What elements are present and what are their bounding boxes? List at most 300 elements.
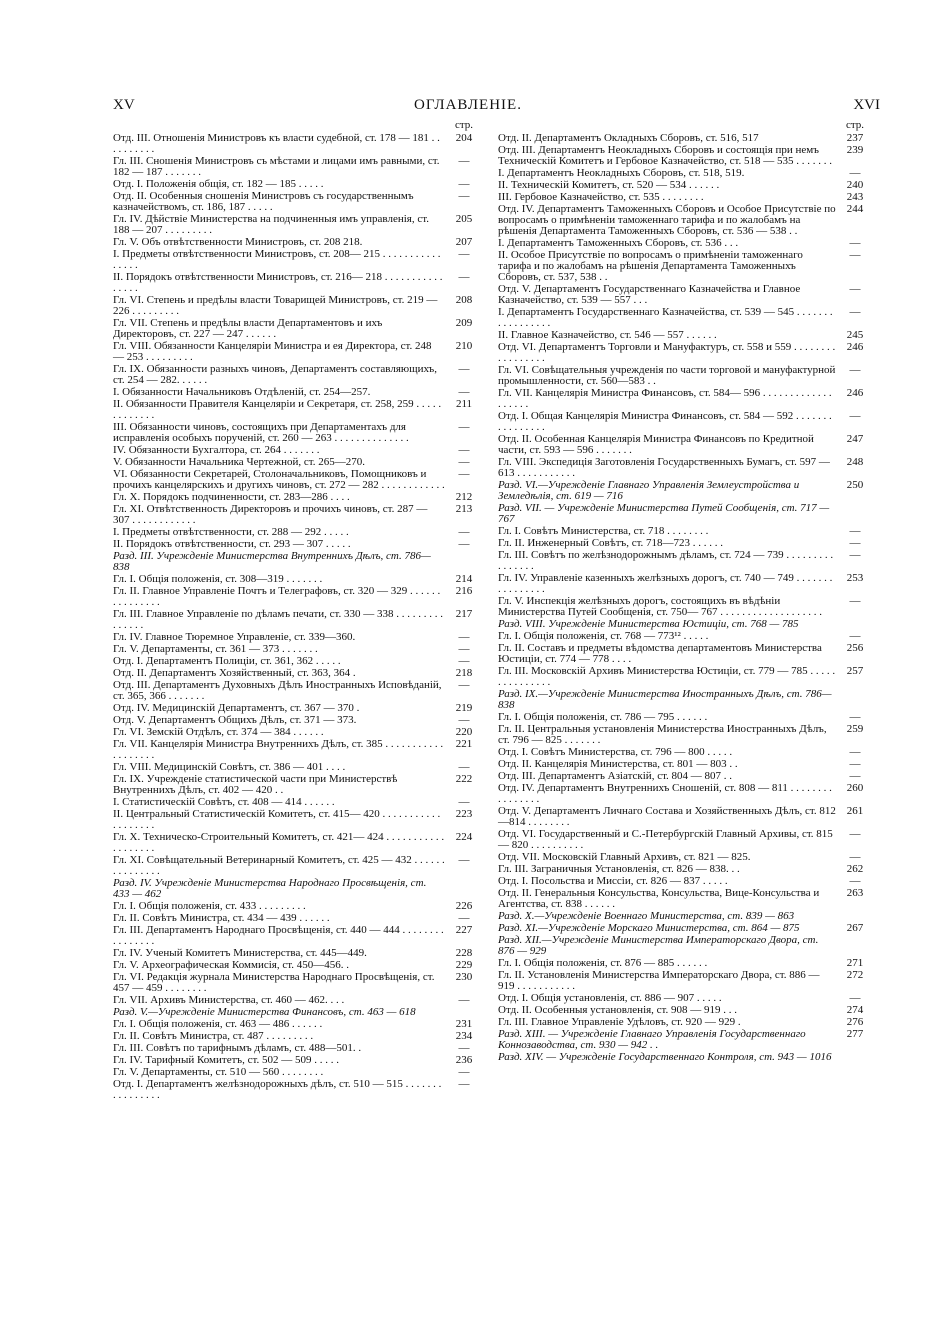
toc-entry: [498, 666, 870, 688]
toc-entry-page: 239: [846, 144, 864, 156]
toc-entry-title: Отд. VI. Департаментъ Торговли и Мануфактуръ, ст. 558 и 559 . . . . . . . . . . . . . . . . .: [498, 341, 836, 364]
toc-entry-page: 221: [455, 738, 473, 750]
toc-entry-title: Гл. II. Составъ и предметы вѣдомства департаментовъ Министерства Юстиціи, ст. 774 — 778 . . . .: [498, 642, 822, 665]
toc-entry-title: Разд. IX.—Учрежденіе Министерства Иностранныхъ Дѣлъ, ст. 786—838: [498, 688, 832, 711]
toc-entry: [498, 192, 870, 203]
toc-entry-title: Гл. II. Центральныя установленія Министерства Иностранныхъ Дѣлъ, ст. 796 — 825 . . . . . . .: [498, 723, 827, 746]
toc-entry-page: 256: [846, 642, 864, 654]
toc-entry-page: —: [849, 746, 861, 758]
toc-entry-page: 209: [455, 317, 473, 329]
toc-entry: [113, 574, 479, 585]
toc-entry-title: Гл. IV. Главное Тюремное Управленіе, ст. 339—360.: [113, 631, 356, 643]
toc-entry: [113, 832, 479, 854]
toc-entry-page: 231: [455, 1018, 473, 1030]
toc-entry-title: II. Особое Присутствіе по вопросамъ о примѣненіи таможеннаго тарифа и по жалобамъ на рѣшенія Департамента Таможенныхъ Сборовъ, ст. 537, 538 . .: [498, 249, 803, 283]
toc-entry: [113, 972, 479, 994]
toc-entry: [498, 365, 870, 387]
toc-entry-title: Гл. V. Департаменты, ст. 361 — 373 . . . . . . .: [113, 643, 318, 655]
toc-entry: [498, 388, 870, 410]
toc-entry-page: 262: [846, 863, 864, 875]
toc-entry-page: 267: [846, 922, 864, 934]
toc-entry-page: 257: [846, 665, 864, 677]
toc-entry-page: —: [849, 283, 861, 295]
toc-entry: [498, 526, 870, 537]
toc-entry: [498, 1005, 870, 1016]
toc-entry-title: Отд. I. Общія установленія, ст. 886 — 907 . . . . .: [498, 992, 722, 1004]
toc-entry-title: Гл. X. Техническо-Строительный Комитетъ, ст. 421— 424 . . . . . . . . . . . . . . . . . . .: [113, 831, 445, 854]
toc-entry-title: Отд. IV. Медицинскій Департаментъ, ст. 367 — 370 .: [113, 702, 360, 714]
toc-entry-page: 277: [846, 1028, 864, 1040]
toc-entry: [113, 272, 479, 294]
toc-entry-page: 246: [846, 341, 864, 353]
toc-entry-page: 229: [455, 959, 473, 971]
toc-entry: [113, 539, 479, 550]
toc-entry-page: 210: [455, 340, 473, 352]
toc-entry-page: 214: [455, 573, 473, 585]
toc-entry-title: Отд. III. Департаментъ Духовныхъ Дѣлъ Иностранныхъ Исповѣданій, ст. 365, 366 . . . . . . .: [113, 679, 442, 702]
toc-entry: [498, 503, 870, 525]
toc-entry-title: Гл. II. Совѣтъ Министра, ст. 487 . . . . . . . . .: [113, 1030, 314, 1042]
toc-entry-page: —: [458, 538, 470, 550]
toc-entry: [113, 387, 479, 398]
toc-entry-page: —: [458, 994, 470, 1006]
toc-entry: [113, 551, 479, 573]
toc-entry-page: —: [458, 631, 470, 643]
toc-entry-title: Отд. IV. Департаментъ Внутреннихъ Сношеній, ст. 808 — 811 . . . . . . . . . . . . . . . .: [498, 782, 832, 805]
toc-entry: [113, 878, 479, 900]
toc-entry-page: 259: [846, 723, 864, 735]
toc-entry-title: Отд. I. Общая Канцелярія Министра Финансовъ, ст. 584 — 592 . . . . . . . . . . . . . . . .: [498, 410, 832, 433]
toc-entry: [113, 1019, 479, 1030]
toc-entry: [113, 774, 479, 796]
toc-entry-page: 261: [846, 805, 864, 817]
toc-entry-title: Гл. I. Совѣтъ Министерства, ст. 718 . . . . . . . .: [498, 525, 709, 537]
toc-entry: [498, 180, 870, 191]
toc-entry: [498, 284, 870, 306]
toc-entry-title: III. Обязанности чиновъ, состоящихъ при Департаментахъ для исправленія особыхъ порученій, ст. 260 — 263 . . . . . . . . . . . . . .: [113, 421, 409, 444]
toc-entry: [498, 864, 870, 875]
toc-entry-title: Отд. IV. Департаментъ Таможенныхъ Сборовъ и Особое Присутствіе по вопросамъ о примѣненіи таможеннаго тарифа и по жалобамъ на рѣшенія Департамента Таможенныхъ Сборовъ, ст. 536 — 538 . .: [498, 203, 836, 237]
toc-entry-page: —: [458, 456, 470, 468]
toc-entry-title: Разд. V.—Учрежденіе Министерства Финансовъ, ст. 463 — 618: [113, 1006, 416, 1018]
toc-entry: [113, 727, 479, 738]
toc-entry-title: Отд. V. Департаментъ Личнаго Состава и Хозяйственныхъ Дѣлъ, ст. 812—814 . . . . . . . .: [498, 805, 836, 828]
toc-entry-title: Гл. VII. Архивъ Министерства, ст. 460 — 462. . . .: [113, 994, 345, 1006]
toc-entry: [113, 341, 479, 363]
toc-entry-page: 216: [455, 585, 473, 597]
toc-entry: [498, 852, 870, 863]
toc-entry-page: —: [849, 828, 861, 840]
toc-entry: [113, 925, 479, 947]
toc-entry-title: Гл. I. Общія положенія, ст. 768 — 773¹² . . . . .: [498, 630, 709, 642]
toc-entry-title: Гл. III. Московскій Архивъ Министерства Юстиціи, ст. 779 — 785 . . . . . . . . . . . . . . .: [498, 665, 836, 688]
toc-entry: [113, 995, 479, 1006]
toc-entry-page: —: [458, 421, 470, 433]
toc-entry-page: —: [849, 758, 861, 770]
toc-entry: [113, 422, 479, 444]
toc-entry-page: 211: [455, 398, 473, 410]
toc-entry-title: Гл. V. Департаменты, ст. 510 — 560 . . . . . . . .: [113, 1066, 324, 1078]
toc-entry-page: 245: [846, 329, 864, 341]
toc-entry-page: 222: [455, 773, 473, 785]
toc-entry-page: —: [458, 178, 470, 190]
toc-entry: [113, 632, 479, 643]
toc-entry: [498, 330, 870, 341]
toc-entry: [498, 783, 870, 805]
toc-entry-title: Отд. VII. Московскій Главный Архивъ, ст. 821 — 825.: [498, 851, 751, 863]
toc-entry-title: V. Обязанности Начальника Чертежной, ст. 265—270.: [113, 456, 366, 468]
toc-entry-title: I. Департаментъ Неокладныхъ Сборовъ, ст. 518, 519.: [498, 167, 745, 179]
toc-entry-page: —: [458, 363, 470, 375]
toc-entry-title: Разд. XI.—Учрежденіе Морскаго Министерства, ст. 864 — 875: [498, 922, 800, 934]
toc-entry: [498, 747, 870, 758]
toc-entry: [113, 609, 479, 631]
toc-entry: [498, 250, 870, 283]
toc-entry-page: 217: [455, 608, 473, 620]
toc-entry-title: Отд. III. Департаментъ Азіатскій, ст. 804 — 807 . .: [498, 770, 733, 782]
toc-entry-title: Гл. IX. Учрежденіе статистической части при Министерствѣ Внутреннихъ Дѣлъ, ст. 402 — 420 . .: [113, 773, 398, 796]
toc-entry: [498, 133, 870, 144]
toc-entry-page: —: [458, 386, 470, 398]
toc-entry-title: Отд. II. Особенныя установленія, ст. 908 — 919 . . .: [498, 1004, 738, 1016]
toc-entry-title: Отд. VI. Государственный и С.-Петербургскій Главный Архивы, ст. 815 — 820 . . . . . . . . . .: [498, 828, 833, 851]
toc-entry: [113, 504, 479, 526]
toc-entry-page: —: [849, 306, 861, 318]
toc-entry-title: Отд. I. Положенія общія, ст. 182 — 185 . . . . .: [113, 178, 324, 190]
toc-entry: [498, 958, 870, 969]
page-title: ОГЛАВЛЕНІЕ.: [414, 97, 522, 113]
toc-entry: [498, 806, 870, 828]
toc-entry: [113, 855, 479, 877]
toc-entry: [113, 527, 479, 538]
toc-entry-page: —: [458, 1066, 470, 1078]
toc-entry-page: 237: [846, 132, 864, 144]
toc-entry: [498, 1017, 870, 1028]
toc-entry-title: Отд. II. Департаментъ Окладныхъ Сборовъ, ст. 516, 517: [498, 132, 759, 144]
toc-entry: [498, 771, 870, 782]
toc-entry-title: I. Обязанности Начальниковъ Отдѣленій, ст. 254—257.: [113, 386, 371, 398]
toc-entry: [113, 797, 479, 808]
toc-entry-title: Гл. II. Совѣтъ Министра, ст. 434 — 439 . . . . . .: [113, 912, 330, 924]
toc-entry: [498, 759, 870, 770]
toc-entry-title: I. Департаментъ Государственнаго Казначейства, ст. 539 — 545 . . . . . . . . . . . . . . . . .: [498, 306, 833, 329]
toc-entry-title: Отд. III. Отношенія Министровъ къ власти судебной, ст. 178 — 181 . . . . . . . . . .: [113, 132, 440, 155]
toc-entry: [113, 364, 479, 386]
toc-entry-page: —: [458, 655, 470, 667]
toc-entry: [113, 644, 479, 655]
toc-entry-title: Отд. I. Департаментъ Полиціи, ст. 361, 362 . . . . .: [113, 655, 341, 667]
toc-entry-page: —: [849, 875, 861, 887]
toc-entry-page: —: [849, 525, 861, 537]
toc-entry-page: —: [849, 711, 861, 723]
toc-entry: [498, 724, 870, 746]
toc-entry: [113, 191, 479, 213]
toc-entry: [113, 913, 479, 924]
toc-entry-page: —: [458, 761, 470, 773]
toc-entry-page: —: [458, 796, 470, 808]
toc-entry-page: 260: [846, 782, 864, 794]
toc-entry-title: I. Предметы отвѣтственности Министровъ, ст. 208— 215 . . . . . . . . . . . . . . . .: [113, 248, 441, 271]
toc-entry-page: —: [458, 912, 470, 924]
toc-entry-page: —: [849, 237, 861, 249]
toc-entry: [113, 948, 479, 959]
toc-entry-page: —: [458, 444, 470, 456]
toc-entry: [498, 411, 870, 433]
toc-entry-title: II. Центральный Статистическій Комитетъ, ст. 415— 420 . . . . . . . . . . . . . . . . . . .: [113, 808, 441, 831]
toc-entry-title: Разд. VI.—Учрежденіе Главнаго Управленія Землеустройства и Земледѣлія, ст. 619 — 716: [498, 479, 800, 502]
toc-entry: [498, 342, 870, 364]
toc-entry-title: Отд. I. Департаментъ желѣзнодорожныхъ дѣлъ, ст. 510 — 515 . . . . . . . . . . . . . . . .: [113, 1078, 442, 1101]
toc-entry: [113, 179, 479, 190]
toc-entry: [113, 586, 479, 608]
toc-entry-title: Разд. VII. — Учрежденіе Министерства Путей Сообщенія, ст. 717 — 767: [498, 502, 830, 525]
toc-entry-page: 228: [455, 947, 473, 959]
toc-entry-page: 220: [455, 726, 473, 738]
toc-entry: [113, 960, 479, 971]
toc-entry: [113, 809, 479, 831]
toc-entry: [113, 656, 479, 667]
toc-entry: [113, 1079, 479, 1101]
toc-entry-page: 236: [455, 1054, 473, 1066]
toc-entry: [113, 762, 479, 773]
toc-entry-title: Отд. II. Канцелярія Министерства, ст. 801 — 803 . .: [498, 758, 738, 770]
toc-entry-page: 272: [846, 969, 864, 981]
toc-entry-title: Гл. III. Главное Управленіе Удѣловъ, ст. 920 — 929 .: [498, 1016, 741, 1028]
toc-entry: [113, 703, 479, 714]
toc-column-left: [113, 119, 479, 1102]
toc-entry-page: 234: [455, 1030, 473, 1042]
toc-entry-page: —: [458, 854, 470, 866]
toc-entry-title: I. Департаментъ Таможенныхъ Сборовъ, ст. 536 . . .: [498, 237, 739, 249]
toc-entry-page: 248: [846, 456, 864, 468]
toc-entry-page: 276: [846, 1016, 864, 1028]
toc-entry-title: Отд. II. Особенныя сношенія Министровъ съ государственнымъ казначействомъ, ст. 186, 187 . . . . .: [113, 190, 414, 213]
toc-entry-page: 213: [455, 503, 473, 515]
toc-entry-page: 218: [455, 667, 473, 679]
toc-entry: [113, 457, 479, 468]
toc-entry-title: Отд. I. Посольства и Миссіи, ст. 826 — 837 . . . . .: [498, 875, 728, 887]
toc-entry-title: Гл. IV. Управленіе казенныхъ желѣзныхъ дорогъ, ст. 740 — 749 . . . . . . . . . . . . . . . .: [498, 572, 833, 595]
toc-entry-page: —: [849, 410, 861, 422]
toc-entry-title: Гл. IV. Тарифный Комитетъ, ст. 502 — 509 . . . . .: [113, 1054, 339, 1066]
page-number-left: XV: [113, 97, 135, 113]
toc-entry: [113, 399, 479, 421]
toc-entry-page: —: [849, 851, 861, 863]
toc-entry-page: —: [458, 1078, 470, 1090]
toc-entry-title: Гл. IV. Ученый Комитетъ Министерства, ст. 445—449.: [113, 947, 367, 959]
toc-entry: [498, 538, 870, 549]
toc-entry-title: Гл. V. Объ отвѣтственности Министровъ, ст. 208 218.: [113, 236, 363, 248]
toc-entry-page: —: [849, 770, 861, 782]
toc-entry: [113, 237, 479, 248]
toc-entry-title: Гл. XI. Совѣщательный Ветеринарный Комитетъ, ст. 425 — 432 . . . . . . . . . . . . . . .: [113, 854, 445, 877]
toc-entry-title: VI. Обязанности Секретарей, Столоначальниковъ, Помощниковъ и прочихъ канцелярскихъ и другихъ чиновъ, ст. 272 — 282 . . . . . . . . . . . .: [113, 468, 445, 491]
toc-entry: [498, 145, 870, 167]
toc-entry-title: II. Техническій Комитетъ, ст. 520 — 534 . . . . . .: [498, 179, 720, 191]
toc-entry-page: —: [849, 249, 861, 261]
toc-entry-title: Разд. X.—Учрежденіе Военнаго Министерства, ст. 839 — 863: [498, 910, 795, 922]
toc-entry-page: 205: [455, 213, 473, 225]
toc-entry-title: Гл. X. Порядокъ подчиненности, ст. 283—286 . . . .: [113, 491, 350, 503]
toc-entry: [498, 993, 870, 1004]
toc-entry-title: Гл. I. Общія положенія, ст. 786 — 795 . . . . . .: [498, 711, 708, 723]
toc-entry-title: Гл. II. Установленія Министерства Императорскаго Двора, ст. 886 — 919 . . . . . . . . . . .: [498, 969, 820, 992]
toc-entry-title: IV. Обязанности Бухгалтора, ст. 264 . . . . . . .: [113, 444, 320, 456]
toc-entry-title: Отд. I. Совѣтъ Министерства, ст. 796 — 800 . . . . .: [498, 746, 733, 758]
toc-entry: [498, 689, 870, 711]
toc-entry-title: Гл. VI. Земскій Отдѣлъ, ст. 374 — 384 . . . . . .: [113, 726, 324, 738]
toc-entry-title: Отд. V. Департаментъ Общихъ Дѣлъ, ст. 371 — 373.: [113, 714, 357, 726]
toc-entry: [498, 829, 870, 851]
toc-entry-title: Гл. V. Археографическая Коммисія, ст. 450—456. .: [113, 959, 349, 971]
toc-entry-title: Гл. VII. Канцелярія Министра Внутреннихъ Дѣлъ, ст. 385 . . . . . . . . . . . . . . . . . . .: [113, 738, 444, 761]
toc-entry: [113, 715, 479, 726]
toc-entry-page: 247: [846, 433, 864, 445]
toc-entry-title: Разд. IV. Учрежденіе Министерства Народнаго Просвѣщенія, ст. 433 — 462: [113, 877, 427, 900]
toc-entry-page: 250: [846, 479, 864, 491]
toc-entry: [113, 156, 479, 178]
toc-entry: [498, 596, 870, 618]
toc-entry: [498, 457, 870, 479]
toc-entry-page: 274: [846, 1004, 864, 1016]
toc-entry-page: 246: [846, 387, 864, 399]
toc-entry-page: 226: [455, 900, 473, 912]
toc-entry: [498, 550, 870, 572]
toc-entry: [113, 680, 479, 702]
toc-entry-title: Гл. VI. Степень и предѣлы власти Товарищей Министровъ, ст. 219 — 226 . . . . . . . . .: [113, 294, 438, 317]
toc-entry-page: 244: [846, 203, 864, 215]
toc-entry-title: Отд. II. Департаментъ Хозяйственный, ст. 363, 364 .: [113, 667, 356, 679]
toc-entry-title: Гл. VIII. Экспедиція Заготовленія Государственныхъ Бумагъ, ст. 597 — 613 . . . . . . . . . . .: [498, 456, 830, 479]
toc-entry: [498, 888, 870, 910]
toc-entry: [498, 1029, 870, 1051]
toc-entry-page: —: [849, 992, 861, 1004]
toc-entry: [113, 1007, 479, 1018]
toc-entry-page: —: [849, 549, 861, 561]
toc-entry-title: Гл. VII. Степень и предѣлы власти Департаментовъ и ихъ Директоровъ, ст. 227 — 247 . . . . . .: [113, 317, 383, 340]
toc-entry-title: Отд. II. Генеральныя Консульства, Консульства, Вице-Консульства и Агентства, ст. 838 . . . . . .: [498, 887, 820, 910]
toc-entry: [498, 573, 870, 595]
toc-entry-page: 223: [455, 808, 473, 820]
page-number-right: XVI: [853, 97, 880, 113]
toc-entry: [113, 1043, 479, 1054]
toc-entry-title: Гл. I. Общія положенія, ст. 308—319 . . . . . . .: [113, 573, 323, 585]
toc-entry-page: 207: [455, 236, 473, 248]
toc-entry-title: III. Гербовое Казначейство, ст. 535 . . . . . . . .: [498, 191, 704, 203]
toc-entry-page: —: [458, 468, 470, 480]
toc-entry-page: 243: [846, 191, 864, 203]
toc-entry-title: Гл. III. Главное Управленіе по дѣламъ печати, ст. 330 — 338 . . . . . . . . . . . . . . .: [113, 608, 444, 631]
toc-entry-title: Гл. I. Общія положенія, ст. 433 . . . . . . . . .: [113, 900, 306, 912]
toc-entry: [113, 133, 479, 155]
toc-entry: [113, 318, 479, 340]
toc-entry-title: II. Обязанности Правителя Канцеляріи и Секретаря, ст. 258, 259 . . . . . . . . . . . . .: [113, 398, 442, 421]
toc-entry: [113, 492, 479, 503]
toc-entry-title: Гл. I. Общія положенія, ст. 876 — 885 . . . . . .: [498, 957, 708, 969]
toc-entry: [498, 643, 870, 665]
toc-entry-page: —: [458, 526, 470, 538]
toc-entry-title: Гл. IX. Обязанности разныхъ чиновъ, Департаментъ составляющихъ, ст. 254 — 282. . . . . .: [113, 363, 437, 386]
toc-entry-title: Отд. II. Особенная Канцелярія Министра Финансовъ по Кредитной части, ст. 593 — 596 . . . . . . .: [498, 433, 814, 456]
toc-entry-page: —: [849, 630, 861, 642]
toc-entry-title: Гл. VII. Канцелярія Министра Финансовъ, ст. 584— 596 . . . . . . . . . . . . . . . . . . .: [498, 387, 832, 410]
toc-entry-title: Гл. II. Главное Управленіе Почтъ и Телеграфовъ, ст. 320 — 329 . . . . . . . . . . . . . . .: [113, 585, 441, 608]
toc-entry-page: —: [849, 167, 861, 179]
toc-entry-title: II. Порядокъ отвѣтственности Министровъ, ст. 216— 218 . . . . . . . . . . . . . . . .: [113, 271, 443, 294]
toc-entry: [113, 1031, 479, 1042]
toc-entry-title: Разд. VIII. Учрежденіе Министерства Юстиціи, ст. 768 — 785: [498, 618, 799, 630]
toc-entry: [498, 712, 870, 723]
toc-entry-title: II. Главное Казначейство, ст. 546 — 557 . . . . . .: [498, 329, 717, 341]
toc-entry-title: II. Порядокъ отвѣтственности, ст. 293 — 307 . . . . .: [113, 538, 351, 550]
toc-entry: [113, 739, 479, 761]
toc-entry: [113, 1067, 479, 1078]
toc-entry-title: Разд. XIV. — Учрежденіе Государственнаго Контроля, ст. 943 — 1016: [498, 1051, 832, 1063]
toc-entry-title: I. Статистическій Совѣтъ, ст. 408 — 414 . . . . . .: [113, 796, 335, 808]
toc-entry-title: Разд. XII.—Учрежденіе Министерства Императорскаго Двора, ст. 876 — 929: [498, 934, 819, 957]
toc-entry: [498, 970, 870, 992]
toc-entry-page: —: [458, 714, 470, 726]
toc-entry-title: Гл. VI. Редакція журнала Министерства Народнаго Просвѣщенія, ст. 457 — 459 . . . . . . . .: [113, 971, 435, 994]
toc-entry: [498, 480, 870, 502]
toc-entry-title: Гл. III. Заграничныя Установленія, ст. 826 — 838. . .: [498, 863, 740, 875]
toc-entry-title: Гл. V. Инспекція желѣзныхъ дорогъ, состоящихъ въ вѣдѣніи Министерства Путей Сообщенія, ст. 750— 767 . . . . . . . . . . . . . . . . . . .: [498, 595, 823, 618]
toc-entry-page: 240: [846, 179, 864, 191]
toc-entry: [498, 238, 870, 249]
toc-entry: [498, 923, 870, 934]
toc-entry-page: —: [849, 595, 861, 607]
toc-entry: [498, 307, 870, 329]
toc-entry: [498, 631, 870, 642]
toc-entry: [498, 876, 870, 887]
toc-entry-title: Гл. IV. Дѣйствіе Министерства на подчиненныя имъ управленія, ст. 188 — 207 . . . . . . . . .: [113, 213, 429, 236]
toc-entry-title: Гл. VI. Совѣщательныя учрежденія по части торговой и мануфактурной промышленности, ст. 560—583 . .: [498, 364, 836, 387]
toc-entry-page: 271: [846, 957, 864, 969]
toc-entry-page: 253: [846, 572, 864, 584]
toc-entry: [498, 204, 870, 237]
toc-entry-title: Гл. XI. Отвѣтственность Директоровъ и прочихъ чиновъ, ст. 287 — 307 . . . . . . . . . . . .: [113, 503, 428, 526]
toc-entry: [113, 214, 479, 236]
toc-entry-title: Отд. V. Департаментъ Государственнаго Казначейства и Главное Казначейство, ст. 539 — 557 . . .: [498, 283, 801, 306]
toc-entry: [498, 619, 870, 630]
toc-entry-page: —: [458, 190, 470, 202]
toc-entry-page: 219: [455, 702, 473, 714]
toc-entry-title: Отд. III. Департаментъ Неокладныхъ Сборовъ и состоящія при немъ Техническій Комитетъ и Гербовое Казначейство, ст. 518 — 535 . . . . . . .: [498, 144, 833, 167]
toc-entry-page: —: [458, 155, 470, 167]
toc-entry-title: Гл. II. Инженерный Совѣтъ, ст. 718—723 . . . . . .: [498, 537, 724, 549]
toc-entry-title: Разд. XIII. — Учрежденіе Главнаго Управленія Государственнаго Коннозаводства, ст. 930 — 942 . .: [498, 1028, 806, 1051]
toc-entry: [113, 901, 479, 912]
toc-entry-title: Гл. VIII. Обязанности Канцеляріи Министра и ея Директора, ст. 248 — 253 . . . . . . . . .: [113, 340, 432, 363]
toc-entry: [498, 1052, 870, 1063]
toc-entry-page: —: [458, 1042, 470, 1054]
toc-entry-title: Гл. VIII. Медицинскій Совѣтъ, ст. 386 — 401 . . . .: [113, 761, 346, 773]
toc-entry-page: —: [458, 271, 470, 283]
toc-entry-title: Гл. I. Общія положенія, ст. 463 — 486 . . . . . .: [113, 1018, 323, 1030]
toc-entry-page: 204: [455, 132, 473, 144]
toc-entry-title: Гл. III. Совѣтъ по тарифнымъ дѣламъ, ст. 488—501. .: [113, 1042, 362, 1054]
toc-column-right: [498, 119, 870, 1064]
toc-entry-title: Гл. III. Сношенія Министровъ съ мѣстами и лицами имъ равными, ст. 182 — 187 . . . . . . .: [113, 155, 440, 178]
toc-entry-page: 230: [455, 971, 473, 983]
page-column-label: стр.: [454, 119, 474, 131]
toc-entry-page: —: [849, 364, 861, 376]
page-column-label: стр.: [845, 119, 865, 131]
toc-entry-page: 224: [455, 831, 473, 843]
toc-entry: [113, 1055, 479, 1066]
toc-entry-title: Гл. III. Департаментъ Народнаго Просвѣщенія, ст. 440 — 444 . . . . . . . . . . . . . . . .: [113, 924, 444, 947]
toc-entry-page: 263: [846, 887, 864, 899]
